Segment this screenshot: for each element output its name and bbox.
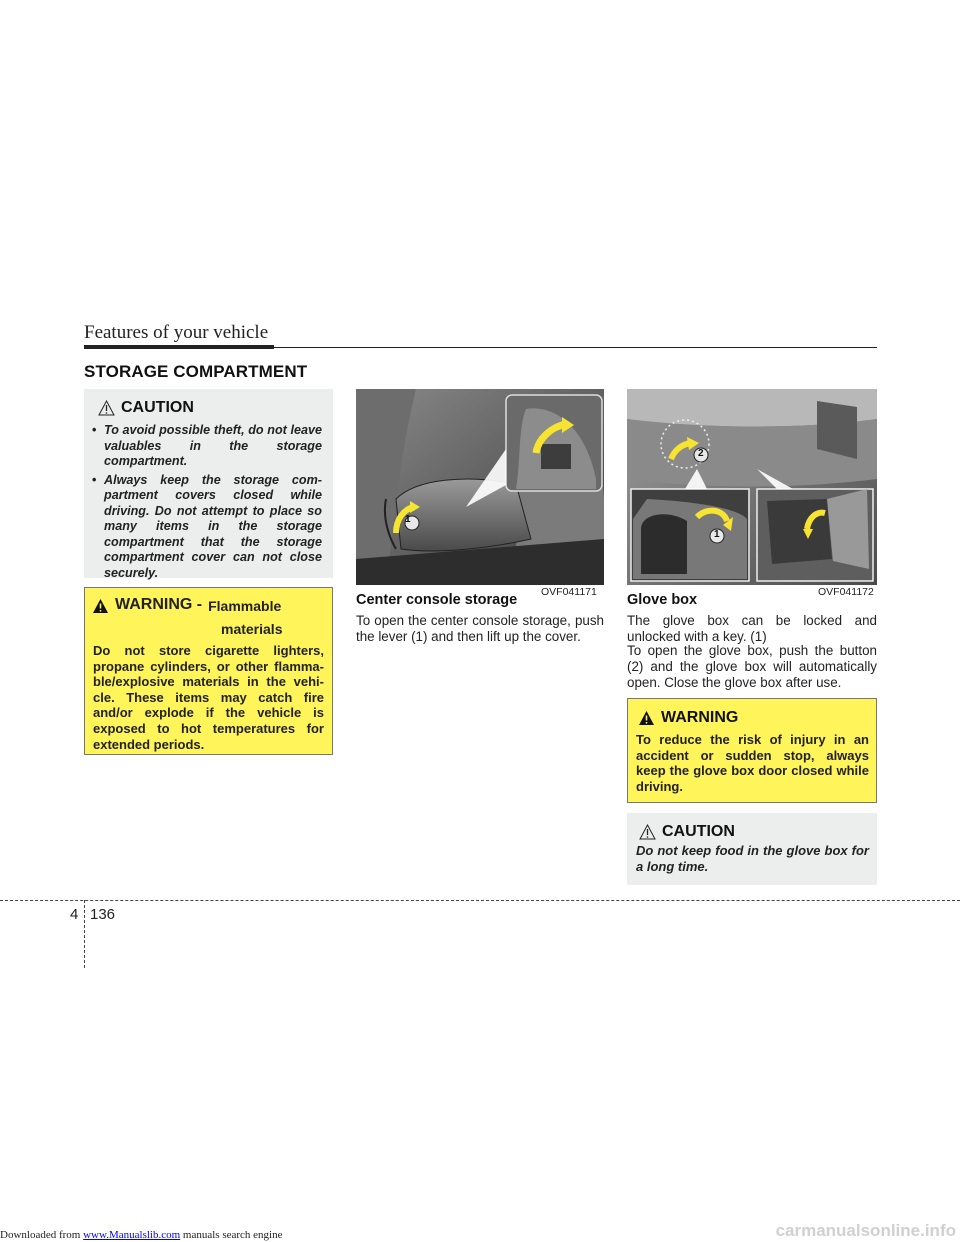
callout-1: 1: [714, 529, 720, 540]
glove-box-illustration: [627, 389, 877, 585]
warning-title: [638, 709, 738, 727]
page-number: 136: [90, 906, 116, 923]
caution-title: [98, 399, 194, 417]
caution-title: [639, 823, 735, 841]
caution-list: [92, 423, 322, 584]
running-head: Features of your vehicle: [84, 322, 269, 343]
glove-box-paragraph: The glove box can be locked and unlocked with a key. (1): [627, 613, 877, 644]
caution-text: Do not keep food in the glove box for a long time.: [636, 843, 869, 874]
section-title: STORAGE COMPARTMENT: [84, 362, 308, 381]
figure-code: OVF041172: [818, 586, 874, 598]
watermark: carmanualsonline.info: [775, 1221, 956, 1240]
warning-triangle-icon: [92, 598, 109, 614]
download-footer: [0, 1229, 282, 1241]
glove-box-photo: [627, 389, 877, 585]
caution-item: • Always keep the storage com- partment covers closed while driving. Do not attempt to place so many items in the storage compartment that the storage compartment cover can not close securely.: [92, 472, 322, 580]
header-rule: [84, 347, 877, 348]
caution-title-text: CAUTION: [662, 823, 735, 840]
footer-prefix: Downloaded from: [0, 1229, 84, 1241]
glove-box-paragraph: To open the glove box, push the button (2) and the glove box will automatically open. Close the glove box after use.: [627, 643, 877, 690]
warning-subtitle: Flammable: [208, 598, 282, 614]
warning-text: Do not store cigarette lighters, propane cylinders, or other flamma- ble/explosive materials in the vehi- cle. These items may catch fire and/or explode if the vehicle is exposed to hot temperatures for extended periods.: [93, 643, 324, 752]
center-console-heading: Center console storage: [356, 592, 518, 608]
caution-triangle-icon: [98, 400, 115, 416]
caution-box-food: [627, 813, 877, 885]
center-console-photo: [356, 389, 604, 585]
figure-code: OVF041171: [541, 586, 597, 598]
center-console-illustration: [356, 389, 604, 585]
warning-title-text: WARNING: [661, 709, 739, 726]
caution-item: • To avoid possible theft, do not leave valuables in the storage compartment.: [92, 423, 322, 468]
caution-triangle-icon: [639, 824, 656, 840]
caution-title-text: CAUTION: [121, 399, 194, 416]
glove-box-heading: Glove box: [627, 592, 698, 608]
caution-box-theft: [84, 389, 333, 578]
callout-2: 2: [698, 448, 704, 459]
warning-box-flammable: [84, 587, 333, 755]
footer-suffix: manuals search engine: [180, 1229, 283, 1241]
warning-text: To reduce the risk of injury in an accident or sudden stop, always keep the glove box door closed while driving.: [636, 732, 869, 794]
warning-box-glove: [627, 698, 877, 803]
footer-dashed-rule: [0, 900, 960, 901]
callout-1: 1: [405, 514, 411, 525]
center-console-text: To open the center console storage, push the lever (1) and then lift up the cover.: [356, 613, 604, 644]
chapter-number: 4: [70, 906, 79, 923]
manualslib-link[interactable]: www.Manualslib.com: [83, 1229, 181, 1241]
footer-dashed-divider: [84, 900, 85, 968]
warning-subtitle-line2: materials: [221, 621, 283, 637]
warning-title-text: WARNING -: [115, 596, 203, 613]
warning-triangle-icon: [638, 710, 655, 726]
warning-title: [92, 596, 281, 614]
